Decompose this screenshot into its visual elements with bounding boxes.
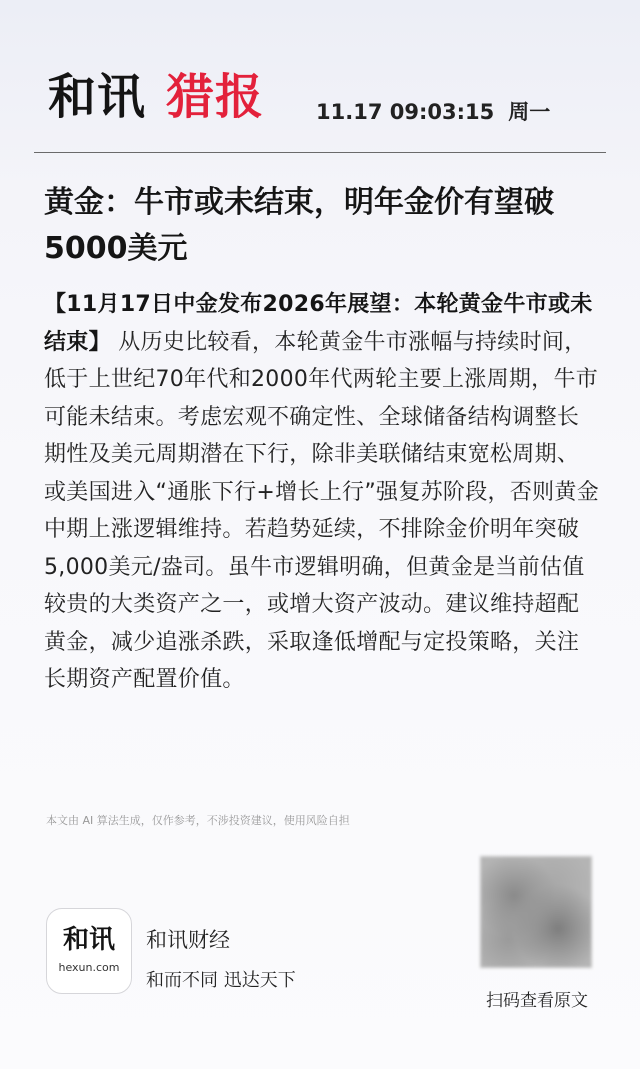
app-slogan: 和而不同 迅达天下 [146,970,296,991]
app-name: 和讯财经 [146,928,230,952]
app-icon[interactable] [46,908,132,994]
app-icon-domain: hexun.com [58,961,120,974]
weekday-text: 周一 [508,100,551,124]
app-icon-logo: 和讯 [62,925,115,955]
article-body-text: 从历史比较看，本轮黄金牛市涨幅与持续时间，低于上世纪70年代和2000年代两轮主要上涨周期，牛市可能未结束。考虑宏观不确定性、全球储备结构调整长期性及美元周期潜在下行，除非美联储结束宽松周期、或美国进入“通胀下行+增长上行”强复苏阶段，否则黄金中期上涨逻辑维持。若趋势延续，不排除金价明年突破5,000美元/盎司。虽牛市逻辑明确，但黄金是当前估值较贵的大类资产之一，或增大资产波动。建议维持超配黄金，减少追涨杀跌，采取逢低增配与定投策略，关注长期资产配置价值。 [44,329,600,692]
datetime-text: 11.17 09:03:15 [316,100,495,124]
header-divider [34,152,606,153]
header [48,64,608,134]
article-lead: 【11月17日中金发布2026年展望：本轮黄金牛市或未结束】 [44,292,593,355]
qr-caption: 扫码查看原文 [486,991,588,1011]
hexun-logo: 和讯 [48,69,147,125]
ai-disclaimer: 本文由 AI 算法生成，仅作参考，不涉投资建议，使用风险自担 [46,814,350,827]
publish-datetime [316,96,550,126]
qr-code-image[interactable] [480,856,592,968]
article-title: 黄金：牛市或未结束，明年金价有望破5000美元 [44,185,554,266]
liebao-logo: 猎报 [166,69,265,125]
article-body [44,286,600,699]
